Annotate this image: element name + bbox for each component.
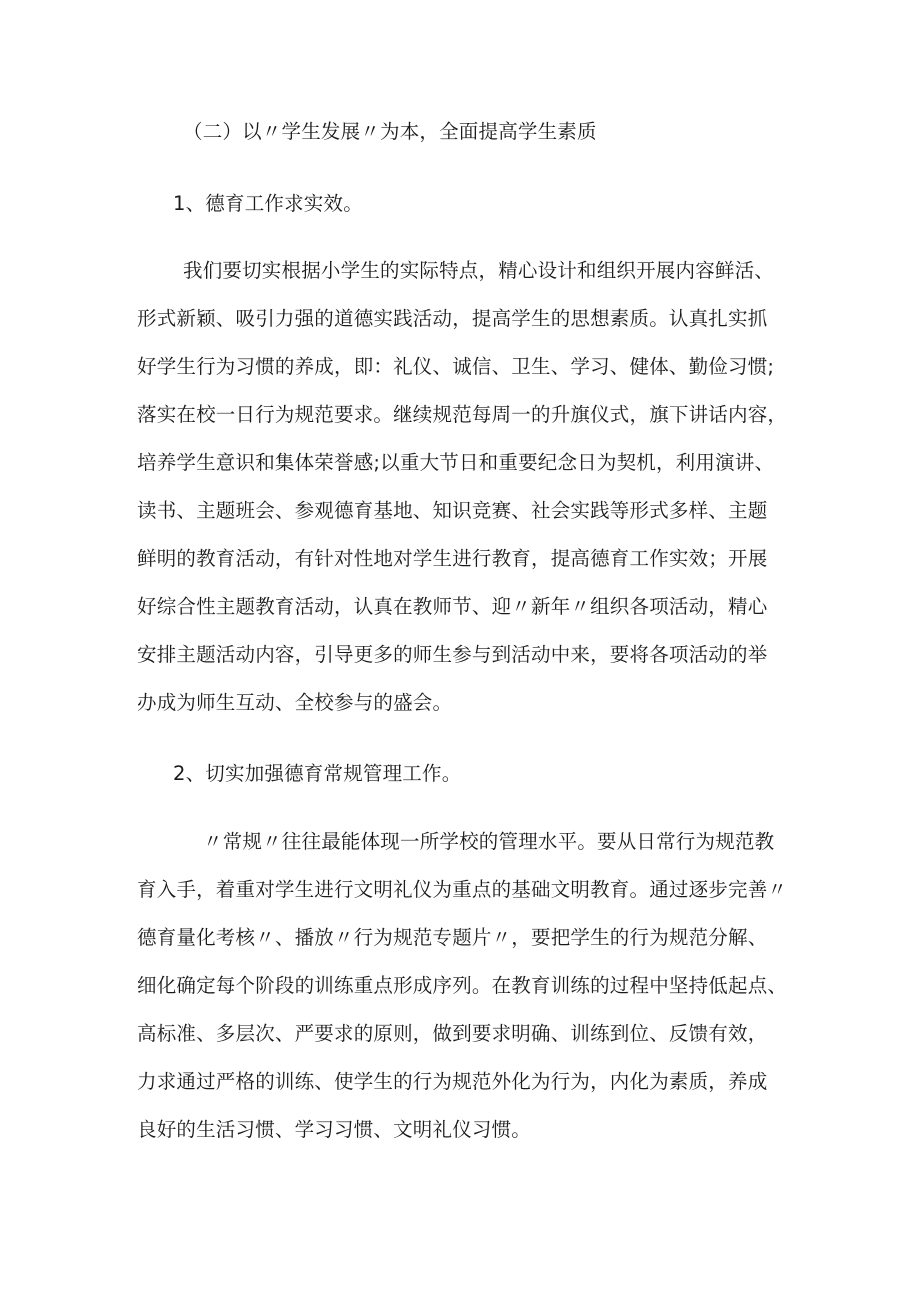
item2-line: 力求通过严格的训练、使学生的行为规范外化为行为，内化为素质，养成 (137, 1070, 768, 1093)
item2-line: 良好的生活习惯、学习习惯、文明礼仪习惯。 (137, 1118, 532, 1141)
item1-line: 好学生行为习惯的养成，即：礼仪、诚信、卫生、学习、健体、勤俭习惯; (137, 355, 775, 378)
item1-line: 我们要切实根据小学生的实际特点，精心设计和组织开展内容鲜活、 (183, 259, 775, 282)
item1-title: 1、德育工作求实效。 (173, 192, 363, 215)
item2-line: 德育量化考核〃、播放〃行为规范专题片〃，要把学生的行为规范分解、 (137, 926, 768, 949)
section-heading: （二）以〃学生发展〃为本，全面提高学生素质 (183, 120, 597, 143)
item2-line: 高标准、多层次、严要求的原则，做到要求明确、训练到位、反馈有效， (137, 1022, 768, 1045)
item2-line: 细化确定每个阶段的训练重点形成序列。在教育训练的过程中坚持低起点、 (137, 974, 788, 997)
item2-line: 〃常规〃往往最能体现一所学校的管理水平。要从日常行为规范教 (203, 830, 775, 853)
item1-line: 形式新颖、吸引力强的道德实践活动，提高学生的思想素质。认真扎实抓 (137, 307, 768, 330)
item2-title: 2、切实加强德育常规管理工作。 (173, 762, 462, 785)
item1-line: 培养学生意识和集体荣誉感;以重大节日和重要纪念日为契机，利用演讲、 (137, 451, 775, 474)
item1-line: 好综合性主题教育活动，认真在教师节、迎〃新年〃组织各项活动，精心 (137, 595, 768, 618)
item2-line: 育入手，着重对学生进行文明礼仪为重点的基础文明教育。通过逐步完善〃 (137, 878, 788, 901)
item1-line: 落实在校一日行为规范要求。继续规范每周一的升旗仪式，旗下讲话内容， (137, 403, 788, 426)
item1-line: 鲜明的教育活动，有针对性地对学生进行教育，提高德育工作实效；开展 (137, 547, 768, 570)
item1-line: 办成为师生互动、全校参与的盛会。 (137, 691, 453, 714)
item1-line: 安排主题活动内容，引导更多的师生参与到活动中来，要将各项活动的举 (137, 643, 768, 666)
item1-line: 读书、主题班会、参观德育基地、知识竞赛、社会实践等形式多样、主题 (137, 499, 768, 522)
